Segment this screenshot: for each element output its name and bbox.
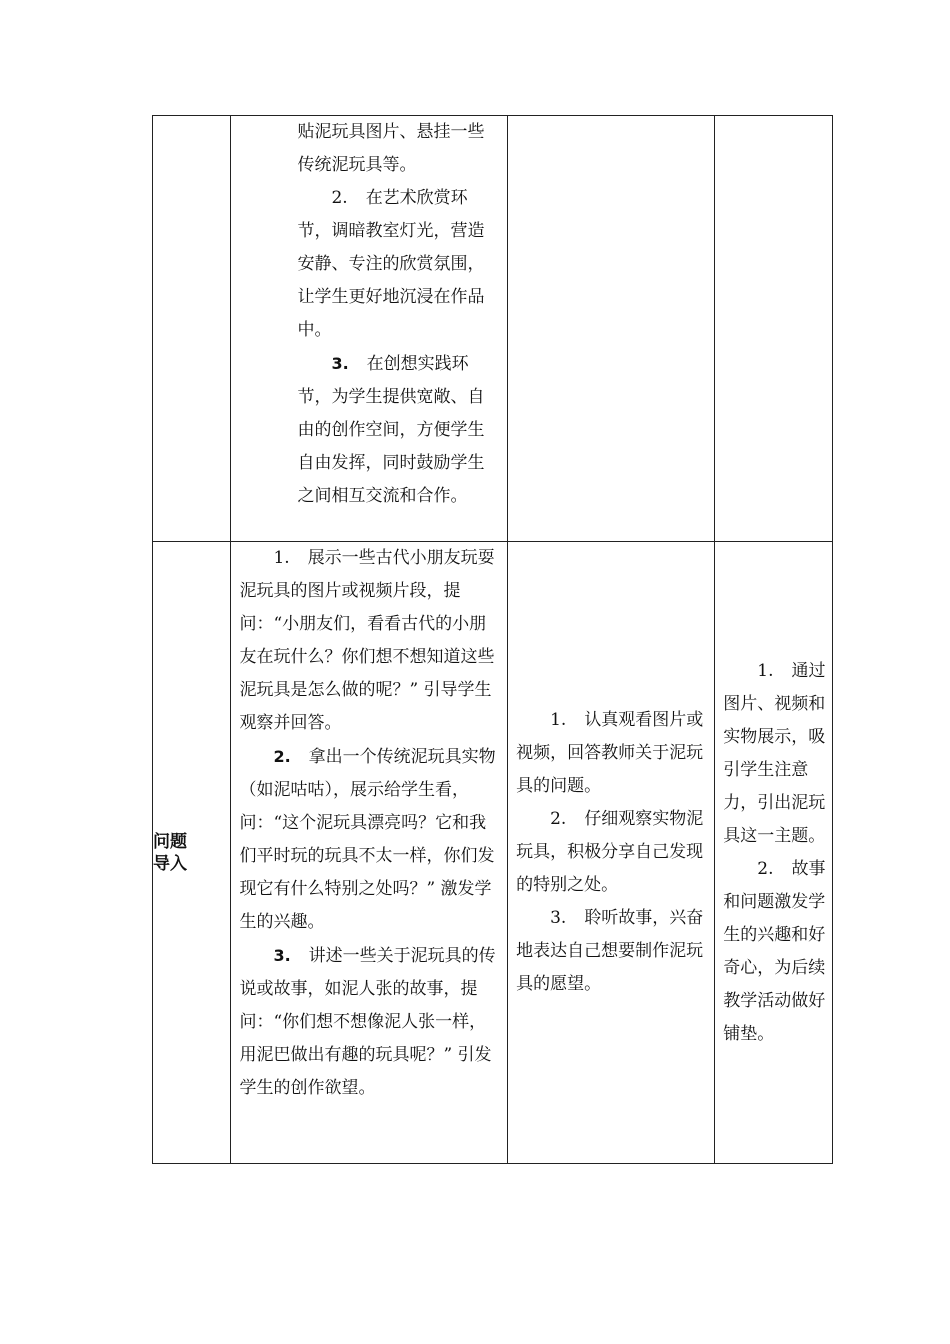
design-intent-cell bbox=[715, 542, 833, 1164]
student-step-2: 2. 仔细观察实物泥玩具，积极分享自己发现的特别之处。 bbox=[516, 809, 704, 895]
student-step-3: 3. 聆听故事，兴奋地表达自己想要制作泥玩具的愿望。 bbox=[516, 908, 704, 994]
teacher-activity-cell bbox=[231, 542, 508, 1164]
stage-label: 问题导入 bbox=[153, 542, 231, 1164]
environment-content-cell bbox=[231, 116, 508, 542]
student-step-1: 1. 认真观看图片或视频，回答教师关于泥玩具的问题。 bbox=[516, 710, 704, 796]
teacher-step-1: 1. 展示一些古代小朋友玩耍泥玩具的图片或视频片段，提问：“小朋友们，看看古代的小朋友在玩什么？你们想不想知道这些泥玩具是怎么做的呢？” 引导学生观察并回答。 bbox=[239, 548, 495, 733]
intent-step-2: 2. 故事和问题激发学生的兴趣和好奇心，为后续教学活动做好铺垫。 bbox=[723, 858, 826, 1044]
teacher-step-3: 3. 讲述一些关于泥玩具的传说或故事，如泥人张的故事，提问：“你们想不想像泥人张一样，用泥巴做出有趣的玩具呢？” 引发学生的创作欲望。 bbox=[239, 946, 496, 1098]
table-row-introduction bbox=[153, 542, 833, 1164]
design-intent-empty bbox=[715, 116, 833, 542]
student-activity-cell bbox=[508, 542, 715, 1164]
row-label-empty bbox=[153, 116, 231, 542]
environment-para-3: 3. 在创想实践环节，为学生提供宽敞、自由的创作空间，方便学生自由发挥，同时鼓励学生之间相互交流和合作。 bbox=[297, 354, 485, 506]
environment-para-2: 2. 在艺术欣赏环节，调暗教室灯光，营造安静、专注的欣赏氛围，让学生更好地沉浸在作品中。 bbox=[297, 188, 485, 340]
table-row-environment bbox=[153, 116, 833, 542]
environment-para-1: 贴泥玩具图片、悬挂一些传统泥玩具等。 bbox=[297, 122, 485, 175]
intent-step-1: 1. 通过图片、视频和实物展示，吸引学生注意力，引出泥玩具这一主题。 bbox=[723, 660, 826, 846]
student-activity-empty bbox=[508, 116, 715, 542]
teacher-step-2: 2. 拿出一个传统泥玩具实物（如泥咕咕），展示给学生看，问：“这个泥玩具漂亮吗？它和我们平时玩的玩具不太一样，你们发现它有什么特别之处吗？” 激发学生的兴趣。 bbox=[239, 747, 496, 932]
lesson-plan-table bbox=[152, 115, 833, 1164]
